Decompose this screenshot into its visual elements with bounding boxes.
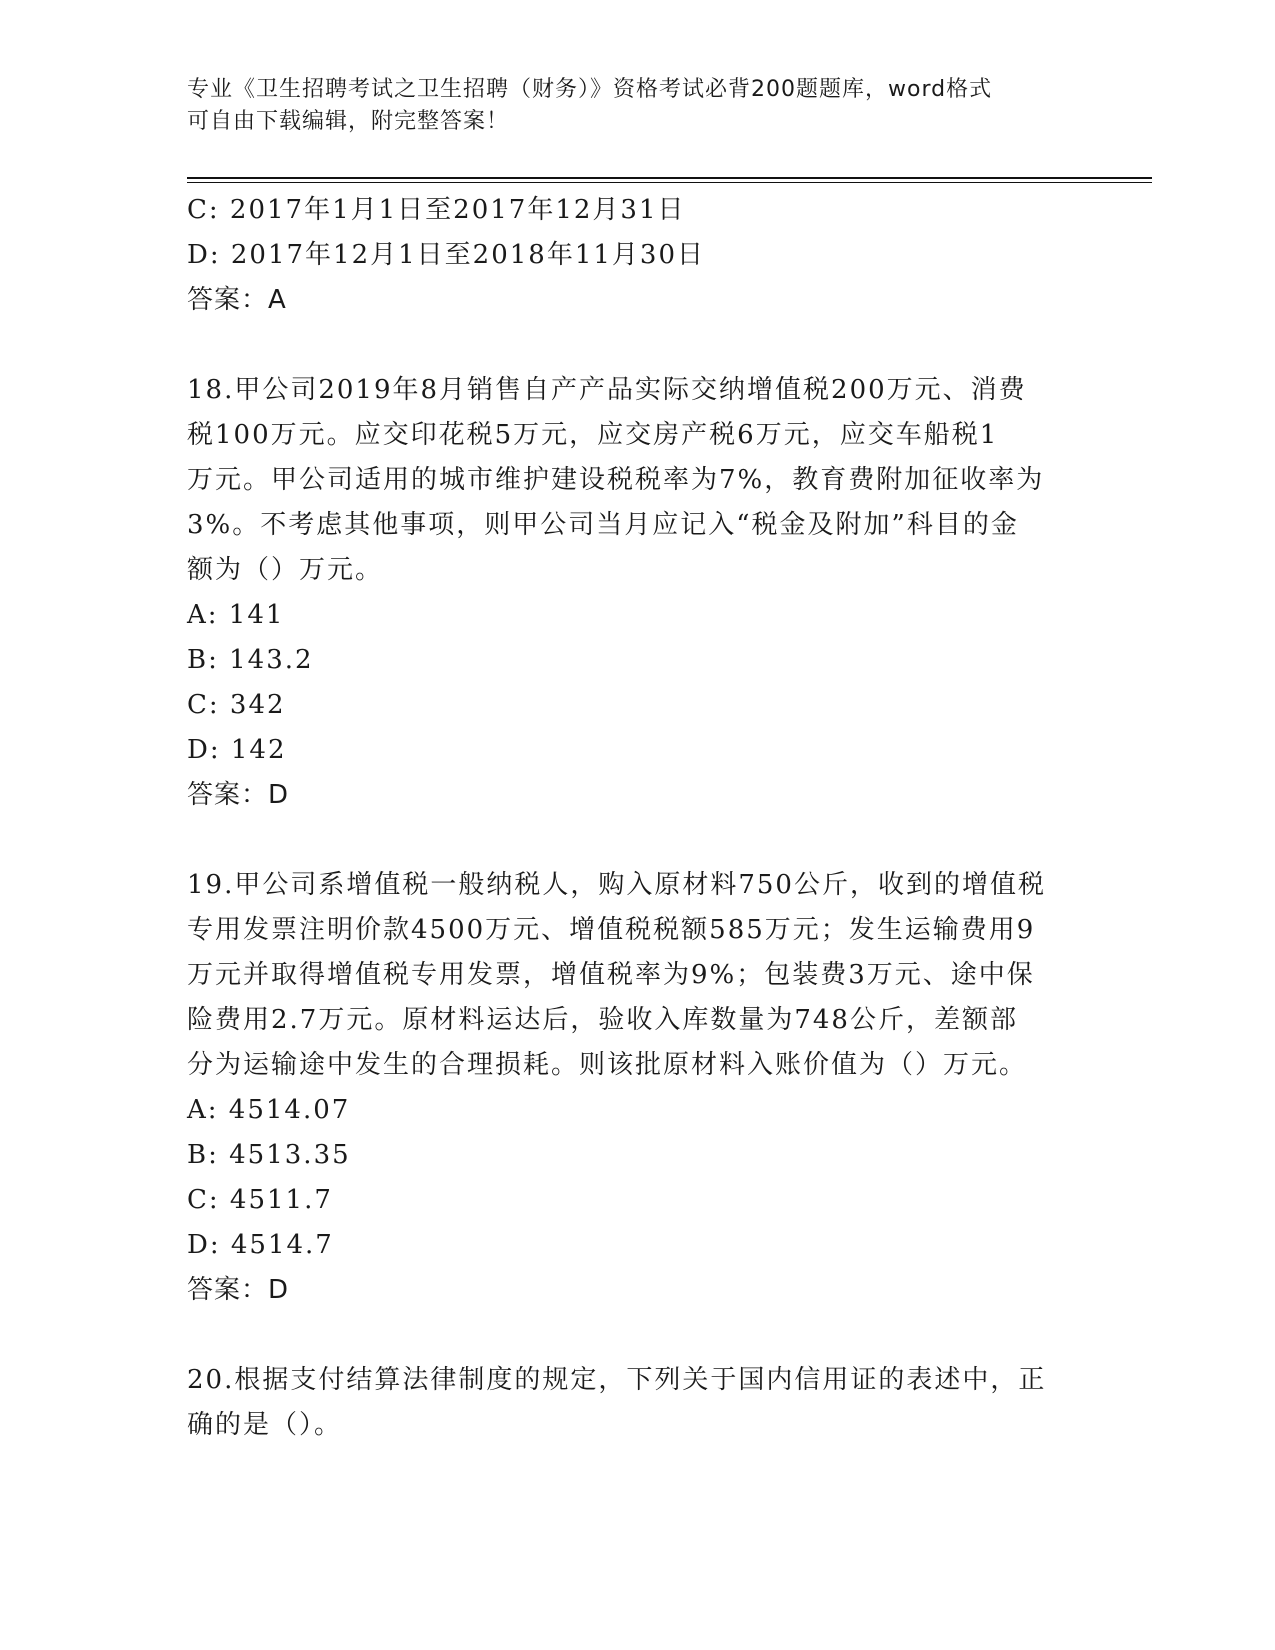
question-stem-line: 万元并取得增值税专用发票，增值税率为9%；包装费3万元、途中保 (187, 960, 1035, 990)
option-c: C: 4511.7 (187, 1185, 333, 1215)
option-d: D: 4514.7 (187, 1230, 334, 1260)
answer-line: 答案：D (187, 1275, 290, 1305)
question-20 (187, 1358, 1087, 1448)
option-d: D: 142 (187, 735, 287, 765)
document-body (187, 188, 1087, 1448)
question-stem-line: 税100万元。应交印花税5万元，应交房产税6万元，应交车船税1 (187, 420, 999, 450)
answer-line: 答案：D (187, 780, 290, 810)
question-stem-line: 险费用2.7万元。原材料运达后，验收入库数量为748公斤，差额部 (187, 1005, 1018, 1035)
question-stem-line: 专用发票注明价款4500万元、增值税税额585万元；发生运输费用9 (187, 915, 1036, 945)
question-19 (187, 863, 1087, 1313)
header-divider-thin (187, 182, 1152, 183)
option-a: A: 141 (187, 600, 285, 630)
question-stem-line: 万元。甲公司适用的城市维护建设税税率为7%，教育费附加征收率为 (187, 465, 1045, 495)
spacer (187, 1313, 1087, 1358)
question-stem-line: 19.甲公司系增值税一般纳税人，购入原材料750公斤，收到的增值税 (187, 870, 1046, 900)
question-stem-line: 20.根据支付结算法律制度的规定，下列关于国内信用证的表述中，正 (187, 1365, 1047, 1395)
question-stem-line: 3%。不考虑其他事项，则甲公司当月应记入“税金及附加”科目的金 (187, 510, 1019, 540)
option-c: C: 342 (187, 690, 286, 720)
header-divider-thick (187, 177, 1152, 179)
document-header (187, 74, 1067, 138)
question-stem-line: 18.甲公司2019年8月销售自产产品实际交纳增值税200万元、消费 (187, 375, 1027, 405)
header-line-2: 可自由下载编辑，附完整答案！ (187, 109, 510, 134)
option-b: B: 143.2 (187, 645, 314, 675)
option-b: B: 4513.35 (187, 1140, 351, 1170)
question-18 (187, 368, 1087, 818)
previous-question-tail (187, 188, 1087, 323)
question-stem-line: 额为（）万元。 (187, 555, 384, 585)
question-stem-line: 分为运输途中发生的合理损耗。则该批原材料入账价值为（）万元。 (187, 1050, 1028, 1080)
question-stem-line: 确的是（）。 (187, 1410, 343, 1440)
answer-line: 答案：A (187, 285, 287, 315)
option-c: C: 2017年1月1日至2017年12月31日 (187, 195, 686, 225)
option-a: A: 4514.07 (187, 1095, 351, 1125)
option-d: D: 2017年12月1日至2018年11月30日 (187, 240, 706, 270)
spacer (187, 818, 1087, 863)
spacer (187, 323, 1087, 368)
header-line-1: 专业《卫生招聘考试之卫生招聘（财务）》资格考试必背200题题库，word格式 (187, 77, 993, 102)
